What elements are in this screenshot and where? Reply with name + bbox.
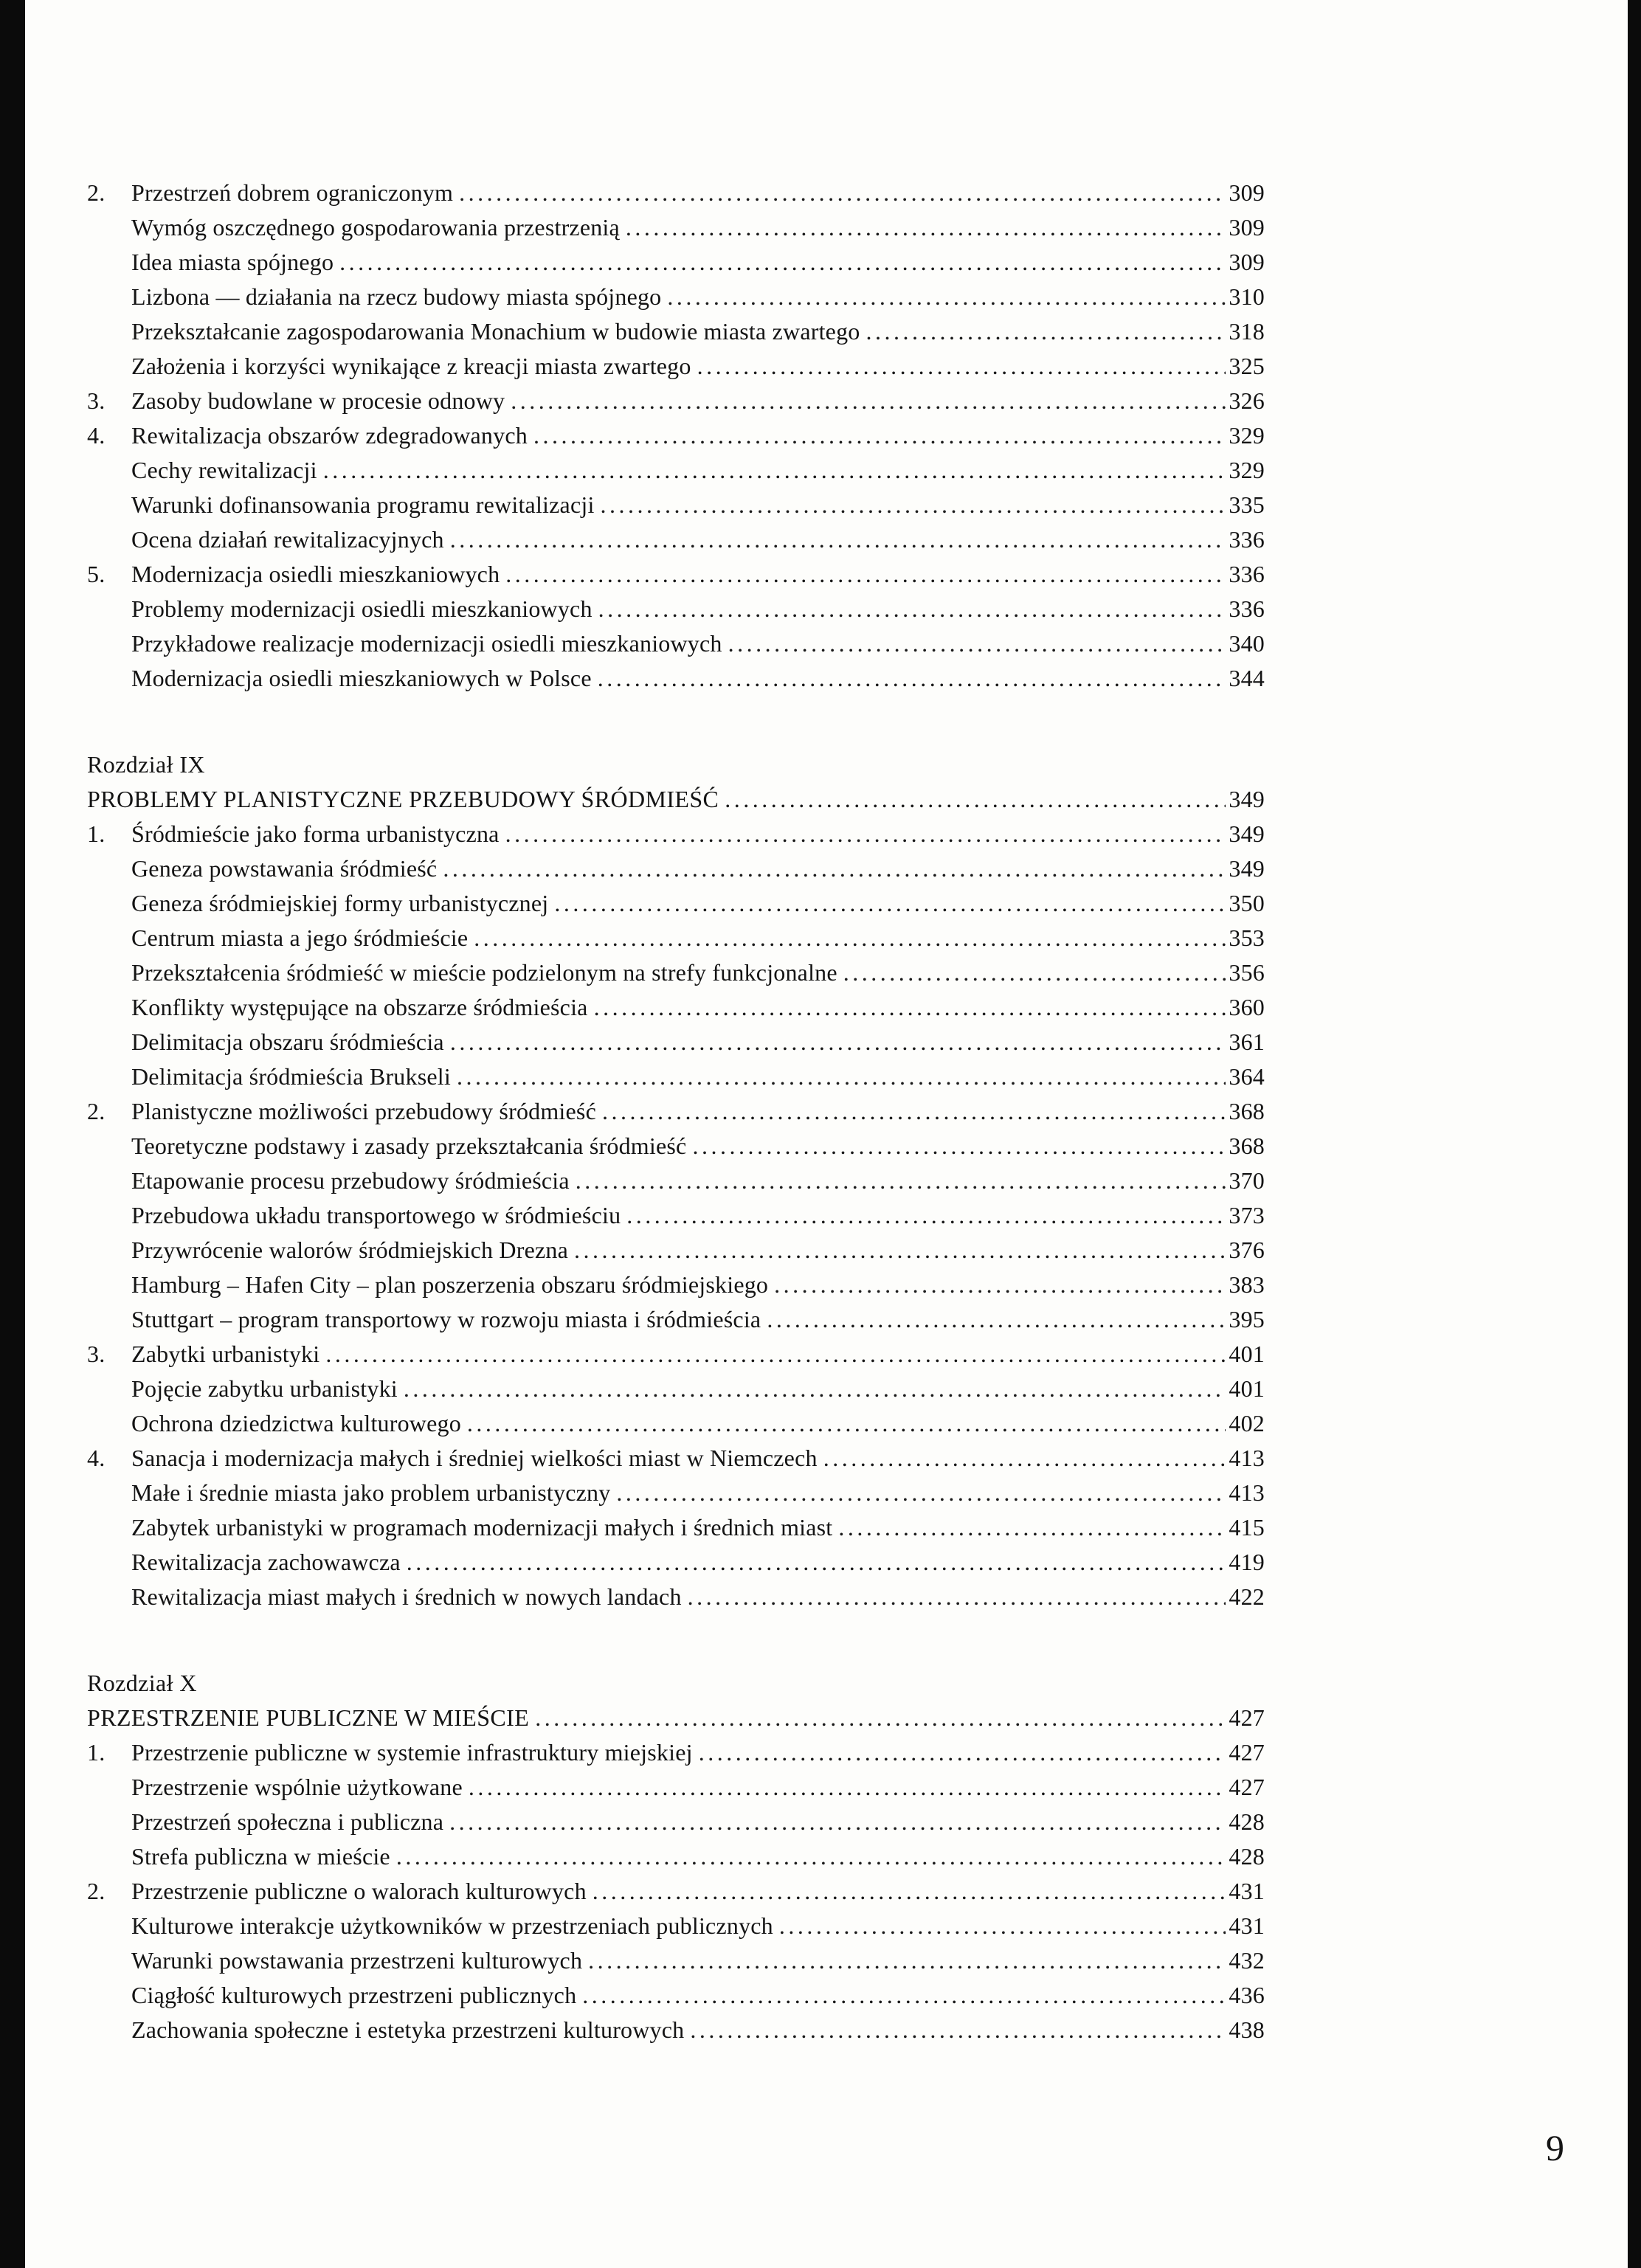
entry-page: 438 [1229, 2016, 1265, 2043]
dot-leader [533, 418, 1226, 453]
entry-text: Przekształcenia śródmieść w mieście podzielonym na strefy funkcjonalne [131, 959, 837, 986]
entry-page: 309 [1229, 249, 1265, 275]
toc-entry [87, 921, 1265, 955]
entry-text: Przestrzeń dobrem ograniczonym [131, 179, 454, 206]
entry-text: Małe i średnie miasta jako problem urbanistyczny [131, 1479, 611, 1506]
dot-leader [866, 314, 1226, 349]
toc-entry [87, 314, 1265, 349]
dot-leader [554, 886, 1226, 921]
entry-page: 349 [1229, 786, 1265, 812]
dot-leader [505, 817, 1226, 851]
dot-leader [594, 990, 1226, 1025]
dot-leader [574, 1233, 1226, 1268]
entry-page: 350 [1229, 890, 1265, 916]
entry-page: 309 [1229, 214, 1265, 241]
toc-entry [87, 2013, 1265, 2047]
entry-page: 436 [1229, 1982, 1265, 2008]
entry-text: Rozdział X [87, 1670, 197, 1696]
toc-entry [87, 1441, 1265, 1476]
entry-text: Strefa publiczna w mieście [131, 1843, 390, 1870]
dot-leader [339, 245, 1226, 280]
entry-page: 349 [1229, 855, 1265, 882]
toc-entry [87, 418, 1265, 453]
entry-text: Przebudowa układu transportowego w śródmieściu [131, 1202, 621, 1228]
entry-text: Cechy rewitalizacji [131, 457, 317, 483]
entry-page: 329 [1229, 422, 1265, 449]
entry-number: 4. [87, 422, 106, 449]
toc-entry [87, 1874, 1265, 1909]
dot-leader [626, 1198, 1226, 1233]
entry-text: Lizbona — działania na rzecz budowy miasta spójnego [131, 283, 662, 310]
toc-entry [87, 747, 1265, 782]
toc-entry [87, 990, 1265, 1025]
entry-text: Rewitalizacja zachowawcza [131, 1549, 401, 1575]
entry-page: 431 [1229, 1878, 1265, 1904]
dot-leader [576, 1164, 1226, 1198]
dot-leader [582, 1978, 1226, 2013]
entry-number: 2. [87, 1878, 106, 1904]
entry-text: Modernizacja osiedli mieszkaniowych w Polsce [131, 665, 592, 691]
entry-text: Stuttgart – program transportowy w rozwoju miasta i śródmieścia [131, 1306, 761, 1332]
dot-leader [588, 1943, 1226, 1978]
toc-entry [87, 557, 1265, 592]
toc-entry [87, 210, 1265, 245]
entry-page: 336 [1229, 526, 1265, 553]
entry-text: Przykładowe realizacje modernizacji osiedli mieszkaniowych [131, 630, 722, 657]
dot-leader [467, 1406, 1226, 1441]
entry-text: Przywrócenie walorów śródmiejskich Drezna [131, 1237, 568, 1263]
entry-text: Zachowania społeczne i estetyka przestrzeni kulturowych [131, 2016, 685, 2043]
entry-page: 427 [1229, 1704, 1265, 1731]
entry-page: 422 [1229, 1583, 1265, 1610]
toc-entry [87, 1337, 1265, 1372]
entry-number: 3. [87, 387, 106, 414]
entry-page: 368 [1229, 1098, 1265, 1124]
dot-leader [616, 1476, 1226, 1510]
entry-page: 353 [1229, 924, 1265, 951]
toc-entry [87, 1059, 1265, 1094]
toc-entry [87, 1909, 1265, 1943]
dot-leader [404, 1372, 1226, 1406]
toc-entry [87, 522, 1265, 557]
entry-text: Konflikty występujące na obszarze śródmieścia [131, 994, 588, 1020]
dot-leader [450, 522, 1226, 557]
scan-edge-left [0, 0, 25, 2268]
page-number: 9 [1546, 2127, 1564, 2168]
dot-leader [443, 851, 1226, 886]
entry-text: Warunki dofinansowania programu rewitalizacji [131, 491, 595, 518]
entry-page: 428 [1229, 1808, 1265, 1835]
entry-text: Planistyczne możliwości przebudowy śródmieść [131, 1098, 596, 1124]
toc-entry [87, 1770, 1265, 1805]
toc-entry [87, 817, 1265, 851]
toc-entry [87, 1164, 1265, 1198]
toc-entry [87, 245, 1265, 280]
dot-leader [774, 1268, 1226, 1302]
entry-page: 344 [1229, 665, 1265, 691]
entry-text: Zabytki urbanistyki [131, 1341, 320, 1367]
entry-page: 349 [1229, 820, 1265, 847]
toc-entry [87, 661, 1265, 696]
entry-page: 325 [1229, 353, 1265, 379]
entry-text: PRZESTRZENIE PUBLICZNE W MIEŚCIE [87, 1704, 530, 1731]
dot-leader [450, 1025, 1226, 1059]
entry-page: 373 [1229, 1202, 1265, 1228]
entry-text: Przestrzenie publiczne o walorach kulturowych [131, 1878, 587, 1904]
entry-page: 370 [1229, 1167, 1265, 1194]
toc-entry [87, 626, 1265, 661]
toc-entry [87, 592, 1265, 626]
entry-text: Zabytek urbanistyki w programach modernizacji małych i średnich miast [131, 1514, 833, 1541]
entry-text: Kulturowe interakcje użytkowników w przestrzeniach publicznych [131, 1912, 773, 1939]
toc-entry [87, 1510, 1265, 1545]
dot-leader [407, 1545, 1226, 1580]
entry-text: Sanacja i modernizacja małych i średniej wielkości miast w Niemczech [131, 1445, 818, 1471]
entry-text: Delimitacja obszaru śródmieścia [131, 1028, 444, 1055]
entry-text: Pojęcie zabytku urbanistyki [131, 1375, 398, 1402]
toc-entry [87, 1268, 1265, 1302]
entry-page: 419 [1229, 1549, 1265, 1575]
entry-page: 340 [1229, 630, 1265, 657]
entry-text: Delimitacja śródmieścia Brukseli [131, 1063, 451, 1090]
entry-page: 413 [1229, 1445, 1265, 1471]
toc-entry [87, 1978, 1265, 2013]
entry-text: Teoretyczne podstawy i zasady przekształcania śródmieść [131, 1133, 687, 1159]
dot-leader [843, 955, 1226, 990]
dot-leader [598, 592, 1226, 626]
dot-leader [593, 1874, 1226, 1909]
dot-leader [457, 1059, 1226, 1094]
entry-page: 402 [1229, 1410, 1265, 1436]
toc-entry [87, 1406, 1265, 1441]
entry-text: Geneza śródmiejskiej formy urbanistycznej [131, 890, 549, 916]
toc-entry [87, 488, 1265, 522]
entry-text: Etapowanie procesu przebudowy śródmieścia [131, 1167, 570, 1194]
dot-leader [511, 384, 1226, 418]
dot-leader [601, 488, 1226, 522]
entry-text: Idea miasta spójnego [131, 249, 334, 275]
entry-page: 413 [1229, 1479, 1265, 1506]
toc-entry [87, 1735, 1265, 1770]
toc-entry [87, 1545, 1265, 1580]
entry-page: 395 [1229, 1306, 1265, 1332]
dot-leader [459, 176, 1226, 210]
toc-entry [87, 782, 1265, 817]
entry-text: Warunki powstawania przestrzeni kulturowych [131, 1947, 583, 1974]
dot-leader [469, 1770, 1226, 1805]
entry-text: Zasoby budowlane w procesie odnowy [131, 387, 505, 414]
toc-entry [87, 1198, 1265, 1233]
dot-leader [667, 280, 1226, 314]
toc-entry [87, 1094, 1265, 1129]
entry-text: Hamburg – Hafen City – plan poszerzenia obszaru śródmiejskiego [131, 1271, 769, 1298]
entry-page: 356 [1229, 959, 1265, 986]
entry-number: 3. [87, 1341, 106, 1367]
toc-entry [87, 1025, 1265, 1059]
entry-text: Śródmieście jako forma urbanistyczna [131, 820, 500, 847]
entry-page: 427 [1229, 1774, 1265, 1800]
entry-text: Ciągłość kulturowych przestrzeni publicznych [131, 1982, 577, 2008]
dot-leader [688, 1580, 1226, 1614]
entry-text: Przestrzeń społeczna i publiczna [131, 1808, 444, 1835]
toc-entry [87, 1302, 1265, 1337]
toc-entry [87, 1129, 1265, 1164]
entry-text: Geneza powstawania śródmieść [131, 855, 438, 882]
toc-entry [87, 1233, 1265, 1268]
toc-entry [87, 1372, 1265, 1406]
dot-leader [396, 1839, 1226, 1874]
entry-page: 376 [1229, 1237, 1265, 1263]
entry-page: 329 [1229, 457, 1265, 483]
entry-page: 335 [1229, 491, 1265, 518]
entry-page: 415 [1229, 1514, 1265, 1541]
dot-leader [323, 453, 1226, 488]
table-of-contents [87, 176, 1265, 2047]
entry-number: 4. [87, 1445, 106, 1471]
entry-number: 1. [87, 820, 106, 847]
entry-page: 427 [1229, 1739, 1265, 1766]
toc-entry [87, 280, 1265, 314]
entry-text: Ocena działań rewitalizacyjnych [131, 526, 444, 553]
toc-entry [87, 851, 1265, 886]
entry-text: Ochrona dziedzictwa kulturowego [131, 1410, 461, 1436]
dot-leader [692, 1129, 1226, 1164]
dot-leader [626, 210, 1226, 245]
dot-leader [838, 1510, 1226, 1545]
entry-text: Rewitalizacja miast małych i średnich w nowych landach [131, 1583, 682, 1610]
entry-text: Problemy modernizacji osiedli mieszkaniowych [131, 595, 593, 622]
entry-page: 318 [1229, 318, 1265, 345]
entry-page: 310 [1229, 283, 1265, 310]
dot-leader [598, 661, 1226, 696]
entry-text: Wymóg oszczędnego gospodarowania przestrzenią [131, 214, 620, 241]
entry-page: 360 [1229, 994, 1265, 1020]
toc-entry [87, 176, 1265, 210]
entry-text: Przekształcanie zagospodarowania Monachium w budowie miasta zwartego [131, 318, 860, 345]
entry-page: 428 [1229, 1843, 1265, 1870]
entry-page: 431 [1229, 1912, 1265, 1939]
entry-page: 383 [1229, 1271, 1265, 1298]
entry-page: 326 [1229, 387, 1265, 414]
toc-entry [87, 1666, 1265, 1701]
entry-number: 2. [87, 179, 106, 206]
entry-text: Założenia i korzyści wynikające z kreacji miasta zwartego [131, 353, 691, 379]
entry-page: 401 [1229, 1375, 1265, 1402]
dot-leader [699, 1735, 1226, 1770]
dot-leader [767, 1302, 1226, 1337]
toc-entry [87, 886, 1265, 921]
entry-page: 401 [1229, 1341, 1265, 1367]
toc-entry [87, 1839, 1265, 1874]
entry-number: 5. [87, 561, 106, 587]
dot-leader [725, 782, 1226, 817]
entry-text: Przestrzenie wspólnie użytkowane [131, 1774, 463, 1800]
entry-number: 2. [87, 1098, 106, 1124]
entry-page: 336 [1229, 561, 1265, 587]
toc-entry [87, 1943, 1265, 1978]
toc-entry [87, 1580, 1265, 1614]
entry-page: 432 [1229, 1947, 1265, 1974]
toc-entry [87, 955, 1265, 990]
dot-leader [535, 1701, 1226, 1735]
toc-entry [87, 349, 1265, 384]
dot-leader [449, 1805, 1226, 1839]
entry-text: PROBLEMY PLANISTYCZNE PRZEBUDOWY ŚRÓDMIEŚĆ [87, 786, 719, 812]
toc-entry [87, 1476, 1265, 1510]
entry-text: Centrum miasta a jego śródmieście [131, 924, 469, 951]
toc-entry [87, 1701, 1265, 1735]
entry-page: 309 [1229, 179, 1265, 206]
entry-text: Modernizacja osiedli mieszkaniowych [131, 561, 500, 587]
entry-number: 1. [87, 1739, 106, 1766]
toc-entry [87, 453, 1265, 488]
entry-text: Przestrzenie publiczne w systemie infrastruktury miejskiej [131, 1739, 693, 1766]
entry-text: Rewitalizacja obszarów zdegradowanych [131, 422, 528, 449]
dot-leader [823, 1441, 1226, 1476]
entry-page: 368 [1229, 1133, 1265, 1159]
dot-leader [602, 1094, 1226, 1129]
scan-edge-right [1628, 0, 1641, 2268]
entry-page: 361 [1229, 1028, 1265, 1055]
dot-leader [728, 626, 1226, 661]
dot-leader [505, 557, 1226, 592]
dot-leader [474, 921, 1226, 955]
entry-text: Rozdział IX [87, 751, 205, 778]
dot-leader [325, 1337, 1226, 1372]
toc-entry [87, 384, 1265, 418]
dot-leader [779, 1909, 1226, 1943]
toc-entry [87, 1805, 1265, 1839]
dot-leader [697, 349, 1226, 384]
entry-page: 336 [1229, 595, 1265, 622]
entry-page: 364 [1229, 1063, 1265, 1090]
dot-leader [690, 2013, 1226, 2047]
